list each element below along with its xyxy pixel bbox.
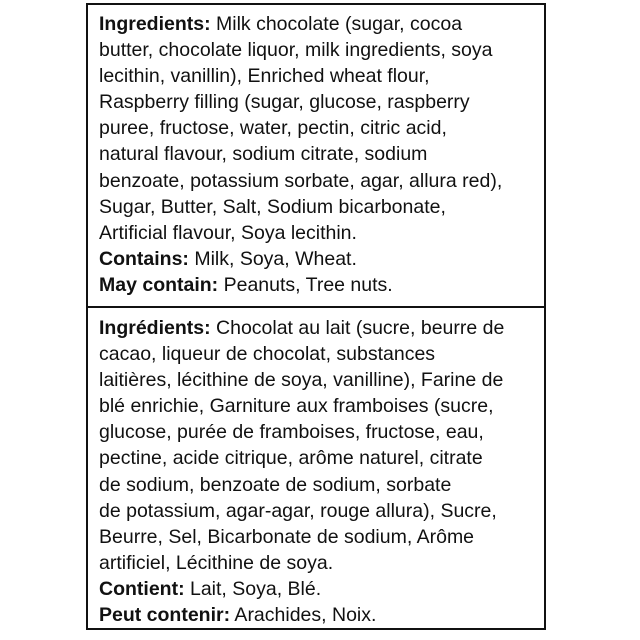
ingredients-line: Raspberry filling (sugar, glucose, raspberry: [99, 91, 470, 114]
section-divider: [88, 306, 544, 308]
may-contain-heading: May contain:: [99, 273, 219, 296]
ingredients-line: blé enrichie, Garniture aux framboises (sucre,: [99, 395, 494, 418]
may-contain-line: [99, 272, 538, 298]
contains-heading: Contient:: [99, 577, 185, 600]
ingredients-line: benzoate, potassium sorbate, agar, allura red),: [99, 169, 503, 192]
ingredients-label-panel: [86, 3, 546, 630]
ingredients-line: butter, chocolate liquor, milk ingredients, soya: [99, 39, 493, 62]
ingredients-line: de sodium, benzoate de sodium, sorbate: [99, 473, 452, 496]
ingredients-line: pectine, acide citrique, arôme naturel, citrate: [99, 447, 483, 470]
contains-line: [99, 246, 538, 272]
contains-line: [99, 576, 538, 602]
contains-heading: Contains:: [99, 247, 189, 270]
contains-text: Lait, Soya, Blé.: [184, 577, 322, 600]
ingredients-text: Milk chocolate (sugar, cocoa: [210, 13, 463, 35]
ingredients-heading: Ingredients:: [99, 13, 211, 35]
may-contain-line: [99, 602, 538, 628]
ingredients-line: [99, 315, 538, 341]
ingredients-line: lecithin, vanillin), Enriched wheat flour,: [99, 65, 430, 88]
french-ingredients-section: [99, 315, 538, 628]
ingredients-line: artificiel, Lécithine de soya.: [99, 551, 334, 574]
ingredients-line: [99, 11, 538, 37]
may-contain-heading: Peut contenir:: [99, 604, 231, 627]
ingredients-line: laitières, lécithine de soya, vanilline), Farine de: [99, 369, 504, 392]
ingredients-line: natural flavour, sodium citrate, sodium: [99, 143, 428, 166]
may-contain-text: Peanuts, Tree nuts.: [218, 273, 393, 296]
english-ingredients-section: [99, 11, 538, 298]
ingredients-line: de potassium, agar-agar, rouge allura), Sucre,: [99, 499, 497, 522]
ingredients-text: Chocolat au lait (sucre, beurre de: [210, 317, 505, 339]
contains-text: Milk, Soya, Wheat.: [188, 247, 357, 270]
ingredients-line: glucose, purée de framboises, fructose, eau,: [99, 421, 484, 444]
ingredients-line: puree, fructose, water, pectin, citric acid,: [99, 117, 447, 140]
ingredients-line: Sugar, Butter, Salt, Sodium bicarbonate,: [99, 195, 446, 218]
ingredients-line: Artificial flavour, Soya lecithin.: [99, 221, 357, 244]
ingredients-line: Beurre, Sel, Bicarbonate de sodium, Arôme: [99, 525, 475, 548]
ingredients-heading: Ingrédients:: [99, 317, 211, 339]
ingredients-line: cacao, liqueur de chocolat, substances: [99, 343, 436, 366]
may-contain-text: Arachides, Noix.: [230, 604, 377, 627]
